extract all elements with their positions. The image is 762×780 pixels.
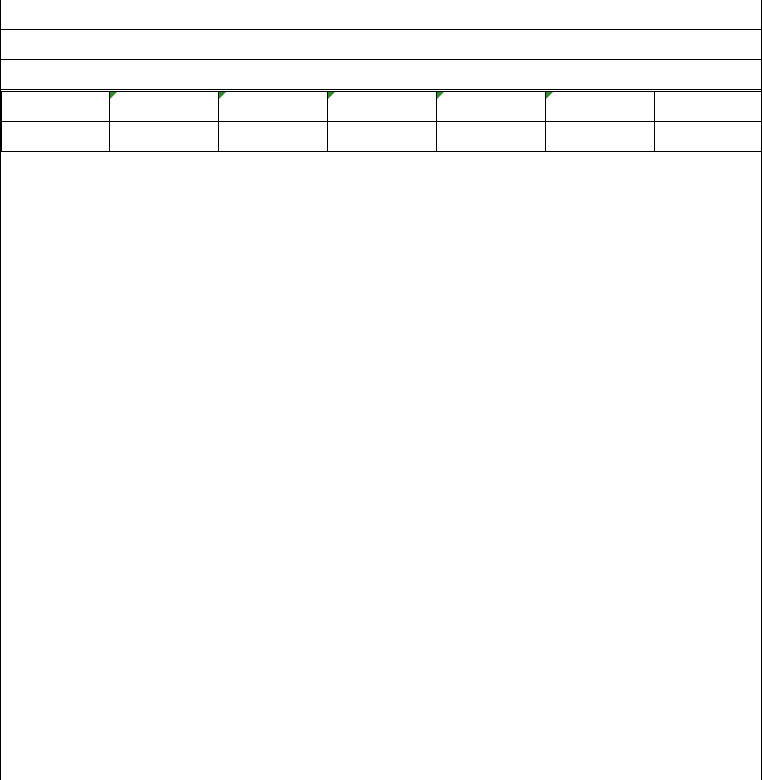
header-number-cell	[328, 92, 437, 122]
header-number-cell	[2, 92, 110, 122]
column-header	[655, 122, 762, 152]
column-header	[546, 122, 655, 152]
column-header	[2, 122, 110, 152]
column-header	[437, 122, 546, 152]
column-header-row	[2, 122, 762, 152]
sheet-title	[1, 0, 762, 30]
sheet-subtitle	[1, 30, 762, 60]
header-number-cell	[437, 92, 546, 122]
header-number-cell	[546, 92, 655, 122]
column-number-row	[2, 92, 762, 122]
column-header	[110, 122, 219, 152]
rotation-table	[1, 91, 762, 152]
header-number-cell	[219, 92, 328, 122]
sheet-subtitle-2	[1, 60, 762, 90]
header-number-cell	[655, 92, 762, 122]
column-header	[219, 122, 328, 152]
header-number-cell	[110, 92, 219, 122]
column-header	[328, 122, 437, 152]
